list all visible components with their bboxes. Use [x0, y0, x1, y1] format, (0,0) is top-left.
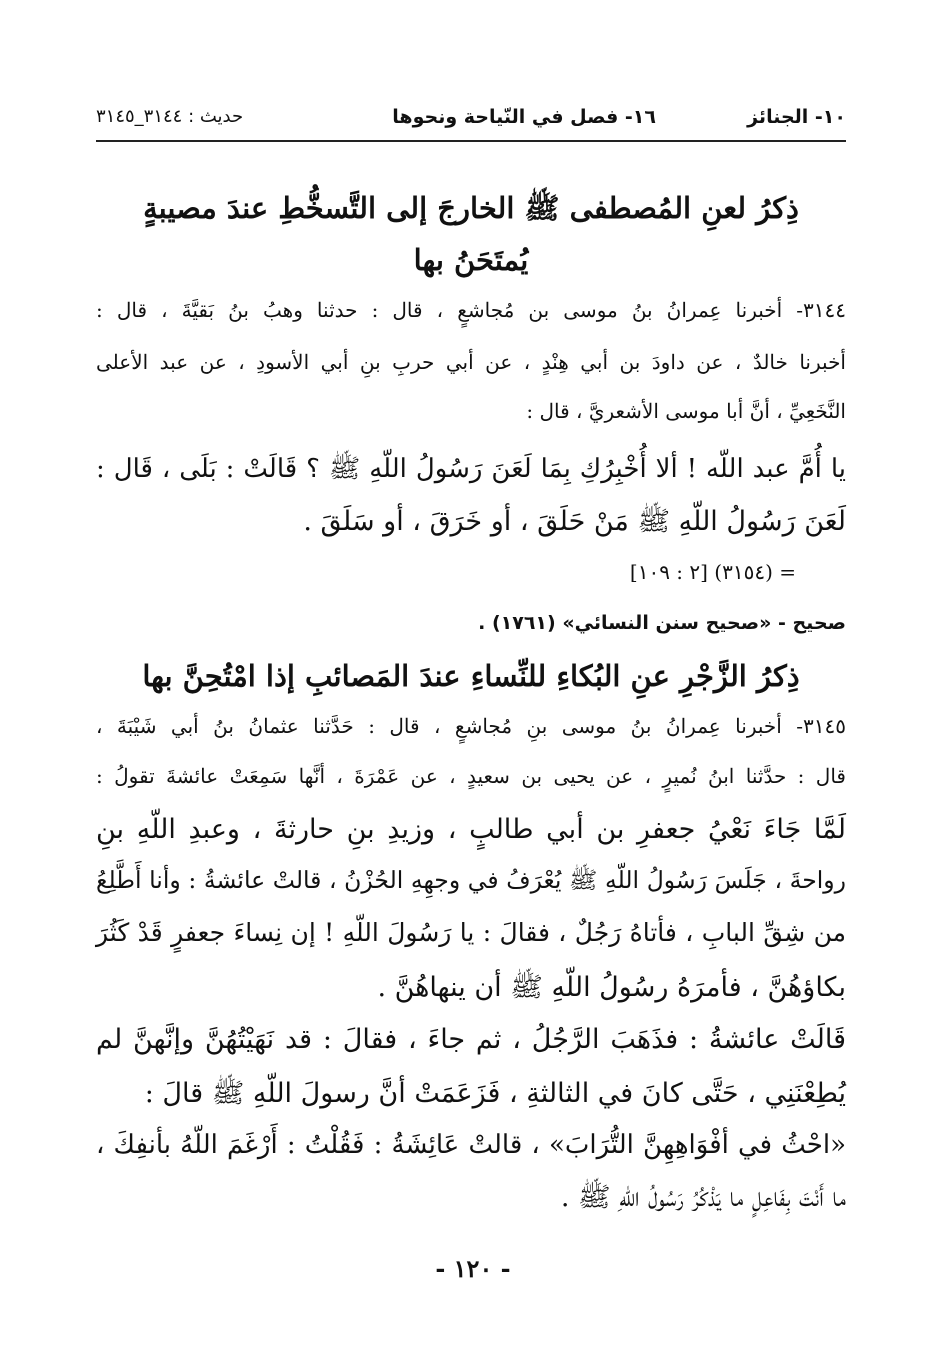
matn-line: يا أُمَّ عبد اللّه ! ألا أُخْبِرُكِ بِمَا لَعَنَ رَسُولُ اللّهِ ﷺ ؟ قَالَتْ : بَلَى ، قَال : [96, 454, 846, 484]
hadith-grade: صحيح - «صحيح سنن النسائي» (١٧٦١) . [478, 612, 846, 634]
isnad-line: النَّخَعِيِّ ، أنَّ أبا موسى الأشعريَّ ، قال : [526, 399, 846, 423]
isnad-line: ٣١٤٤- أخبرنا عِمرانُ بنُ موسى بن مُجاشعٍ ، قال : حدثنا وهبُ بنُ بَقيَّةَ ، قال : [96, 298, 846, 322]
matn-line: «احْثُ في أفْوَاهِهِنَّ التُّرَابَ» ، قالتْ عَائِشَةُ : فَقُلْتُ : أَرْغَمَ اللّهُ بأنفِكَ ، [96, 1130, 846, 1160]
matn-line: رواحةَ ، جَلَسَ رَسُولُ اللّهِ ﷺ يُعْرَفُ في وجهِهِ الحُزْنُ ، قالتْ عائشةُ : وأنا أَطَّلِعُ [96, 866, 846, 894]
page-number: - ١٢٠ - [435, 1254, 511, 1283]
isnad-line: قال : حدَّثنا ابنُ نُميرٍ ، عن يحيى بن سعيدٍ ، عن عَمْرَةَ ، أنَّها سَمِعَتْ عائشةَ تقولُ : [96, 764, 846, 788]
isnad-line: ٣١٤٥- أخبرنا عِمرانُ بنُ موسى بنِ مُجاشعٍ ، قال : حَدَّثنا عثمانُ بنُ أبي شَيْبَةَ ، [96, 714, 846, 738]
matn-line: لَمَّا جَاءَ نَعْيُ جعفرِ بن أبي طالبٍ ، وزيدِ بنِ حارثةَ ، وعبدِ اللّهِ بنِ [96, 814, 846, 845]
chapter-title: ١٦- فصل في النّياحة ونحوها [392, 106, 656, 128]
section-heading-2: ذِكرُ الزَّجْرِ عنِ البُكاءِ للنِّساءِ عندَ المَصائبِ إذا امْتُحِنَّ بها [142, 659, 800, 693]
matn-line: من شِقِّ البابِ ، فأتاهُ رَجُلٌ ، فقالَ : يا رَسُولَ اللّهِ ! إن نِساءَ جعفرٍ قَدْ كَثُرَ [96, 918, 846, 947]
section-heading-1-line-2: يُمتَحَنُ بها [413, 243, 529, 277]
running-header [96, 100, 846, 142]
matn-line: قَالَتْ عائشةُ : فذَهَبَ الرَّجُلُ ، ثم جاءَ ، فقالَ : قد نَهَيْتُهُنَّ وإنَّهنَّ لم [96, 1024, 846, 1055]
book-section-title: ١٠- الجنائز [747, 106, 846, 128]
matn-line: لَعَنَ رَسُولُ اللّهِ ﷺ مَنْ حَلَقَ ، أو خَرَقَ ، أو سَلَقَ . [303, 506, 846, 537]
isnad-line: أخبرنا خالدٌ ، عن داودَ بن أبي هِنْدٍ ، عن أبي حربِ بنِ أبي الأسودِ ، عن عبد الأعلى [96, 350, 846, 374]
cross-reference: = (٣١٥٤) [٢ : ١٠٩] [629, 560, 796, 584]
matn-line: ما أَنْتَ بِفَاعِلٍ ما يَذْكُرُ رَسُولُ اللّهِ ﷺ . [560, 1182, 846, 1213]
matn-line: يُطِعْنَنِي ، حَتَّى كانَ في الثالثةِ ، فَزَعَمَتْ أنَّ رسولَ اللّهِ ﷺ قالَ : [144, 1078, 846, 1109]
hadith-range: حديث : ٣١٤٤_٣١٤٥ [96, 106, 244, 127]
section-heading-1-line-1: ذِكرُ لعنِ المُصطفى ﷺ الخارجَ إلى التَّسخُّطِ عندَ مصيبةٍ [143, 191, 799, 225]
matn-line: بكاؤهُنَّ ، فأمرَهُ رسُولُ اللّهِ ﷺ أن ينهاهُنَّ . [377, 972, 846, 1003]
